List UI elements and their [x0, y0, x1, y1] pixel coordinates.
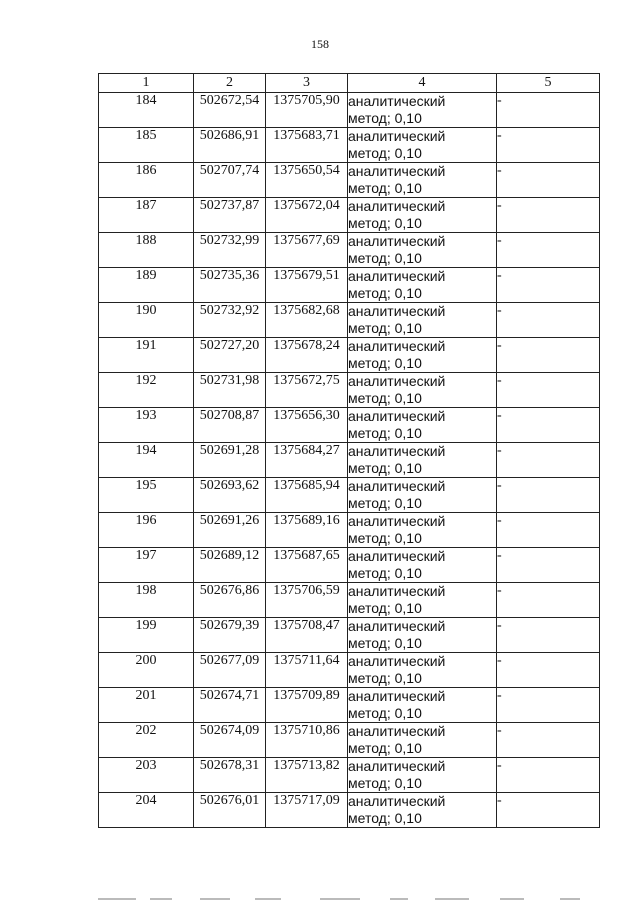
method-text: аналитический — [348, 373, 446, 389]
method-accuracy: метод; 0,10 — [348, 390, 422, 406]
table-row — [99, 408, 600, 443]
x-coordinate: 502676,86 — [194, 583, 266, 618]
y-coordinate: 1375672,04 — [266, 198, 348, 233]
point-number: 191 — [99, 338, 194, 373]
table-row — [99, 373, 600, 408]
y-coordinate: 1375678,24 — [266, 338, 348, 373]
method-accuracy: метод; 0,10 — [348, 565, 422, 581]
note-cell: - — [497, 478, 600, 513]
point-number: 202 — [99, 723, 194, 758]
note-cell: - — [497, 163, 600, 198]
point-number: 195 — [99, 478, 194, 513]
table-header-row — [99, 74, 600, 93]
method-cell — [348, 198, 497, 233]
table-row — [99, 443, 600, 478]
method-text: аналитический — [348, 408, 446, 424]
point-number: 196 — [99, 513, 194, 548]
method-text: аналитический — [348, 478, 446, 494]
point-number: 203 — [99, 758, 194, 793]
method-accuracy: метод; 0,10 — [348, 670, 422, 686]
table-row — [99, 618, 600, 653]
note-cell: - — [497, 513, 600, 548]
x-coordinate: 502727,20 — [194, 338, 266, 373]
method-accuracy: метод; 0,10 — [348, 600, 422, 616]
y-coordinate: 1375711,64 — [266, 653, 348, 688]
table-row — [99, 128, 600, 163]
x-coordinate: 502732,99 — [194, 233, 266, 268]
method-accuracy: метод; 0,10 — [348, 775, 422, 791]
point-number: 198 — [99, 583, 194, 618]
table-row — [99, 233, 600, 268]
y-coordinate: 1375713,82 — [266, 758, 348, 793]
table-row — [99, 338, 600, 373]
point-number: 188 — [99, 233, 194, 268]
y-coordinate: 1375709,89 — [266, 688, 348, 723]
table-row — [99, 793, 600, 828]
point-number: 200 — [99, 653, 194, 688]
column-header: 3 — [266, 74, 348, 93]
point-number: 199 — [99, 618, 194, 653]
method-text: аналитический — [348, 163, 446, 179]
note-cell: - — [497, 583, 600, 618]
note-cell: - — [497, 618, 600, 653]
table-row — [99, 548, 600, 583]
method-cell — [348, 688, 497, 723]
note-cell: - — [497, 338, 600, 373]
note-cell: - — [497, 653, 600, 688]
x-coordinate: 502689,12 — [194, 548, 266, 583]
method-text: аналитический — [348, 233, 446, 249]
method-cell — [348, 478, 497, 513]
method-accuracy: метод; 0,10 — [348, 425, 422, 441]
y-coordinate: 1375677,69 — [266, 233, 348, 268]
method-text: аналитический — [348, 338, 446, 354]
column-header: 1 — [99, 74, 194, 93]
x-coordinate: 502677,09 — [194, 653, 266, 688]
method-accuracy: метод; 0,10 — [348, 355, 422, 371]
y-coordinate: 1375708,47 — [266, 618, 348, 653]
x-coordinate: 502686,91 — [194, 128, 266, 163]
x-coordinate: 502693,62 — [194, 478, 266, 513]
point-number: 187 — [99, 198, 194, 233]
x-coordinate: 502708,87 — [194, 408, 266, 443]
method-accuracy: метод; 0,10 — [348, 215, 422, 231]
table-row — [99, 163, 600, 198]
method-cell — [348, 163, 497, 198]
method-text: аналитический — [348, 268, 446, 284]
y-coordinate: 1375679,51 — [266, 268, 348, 303]
note-cell: - — [497, 688, 600, 723]
x-coordinate: 502735,36 — [194, 268, 266, 303]
point-number: 204 — [99, 793, 194, 828]
y-coordinate: 1375682,68 — [266, 303, 348, 338]
page-number: 158 — [311, 37, 329, 51]
method-text: аналитический — [348, 583, 446, 599]
method-accuracy: метод; 0,10 — [348, 460, 422, 476]
method-text: аналитический — [348, 128, 446, 144]
method-cell — [348, 443, 497, 478]
method-text: аналитический — [348, 548, 446, 564]
table-body — [99, 93, 600, 828]
table-row — [99, 723, 600, 758]
method-accuracy: метод; 0,10 — [348, 705, 422, 721]
method-cell — [348, 233, 497, 268]
x-coordinate: 502691,28 — [194, 443, 266, 478]
method-text: аналитический — [348, 443, 446, 459]
table-row — [99, 268, 600, 303]
method-cell — [348, 618, 497, 653]
x-coordinate: 502732,92 — [194, 303, 266, 338]
table-row — [99, 478, 600, 513]
method-accuracy: метод; 0,10 — [348, 495, 422, 511]
method-accuracy: метод; 0,10 — [348, 530, 422, 546]
method-accuracy: метод; 0,10 — [348, 635, 422, 651]
note-cell: - — [497, 548, 600, 583]
note-cell: - — [497, 128, 600, 163]
cut-off-text-line — [90, 893, 590, 905]
y-coordinate: 1375672,75 — [266, 373, 348, 408]
point-number: 193 — [99, 408, 194, 443]
method-cell — [348, 513, 497, 548]
coordinates-table — [98, 73, 600, 828]
table-row — [99, 303, 600, 338]
method-cell — [348, 373, 497, 408]
table-row — [99, 653, 600, 688]
table-row — [99, 758, 600, 793]
note-cell: - — [497, 268, 600, 303]
point-number: 201 — [99, 688, 194, 723]
method-cell — [348, 723, 497, 758]
method-text: аналитический — [348, 513, 446, 529]
note-cell: - — [497, 303, 600, 338]
method-accuracy: метод; 0,10 — [348, 250, 422, 266]
point-number: 189 — [99, 268, 194, 303]
method-cell — [348, 583, 497, 618]
note-cell: - — [497, 723, 600, 758]
table-row — [99, 583, 600, 618]
method-accuracy: метод; 0,10 — [348, 110, 422, 126]
note-cell: - — [497, 408, 600, 443]
point-number: 186 — [99, 163, 194, 198]
y-coordinate: 1375656,30 — [266, 408, 348, 443]
method-accuracy: метод; 0,10 — [348, 285, 422, 301]
note-cell: - — [497, 93, 600, 128]
point-number: 192 — [99, 373, 194, 408]
point-number: 197 — [99, 548, 194, 583]
method-text: аналитический — [348, 688, 446, 704]
table-row — [99, 198, 600, 233]
column-header: 5 — [497, 74, 600, 93]
point-number: 184 — [99, 93, 194, 128]
method-accuracy: метод; 0,10 — [348, 740, 422, 756]
method-text: аналитический — [348, 93, 446, 109]
note-cell: - — [497, 758, 600, 793]
x-coordinate: 502691,26 — [194, 513, 266, 548]
x-coordinate: 502707,74 — [194, 163, 266, 198]
method-text: аналитический — [348, 793, 446, 809]
column-header: 2 — [194, 74, 266, 93]
point-number: 194 — [99, 443, 194, 478]
x-coordinate: 502674,71 — [194, 688, 266, 723]
method-text: аналитический — [348, 758, 446, 774]
method-text: аналитический — [348, 198, 446, 214]
table-row — [99, 93, 600, 128]
column-header: 4 — [348, 74, 497, 93]
x-coordinate: 502672,54 — [194, 93, 266, 128]
y-coordinate: 1375687,65 — [266, 548, 348, 583]
y-coordinate: 1375683,71 — [266, 128, 348, 163]
note-cell: - — [497, 443, 600, 478]
method-text: аналитический — [348, 723, 446, 739]
method-cell — [348, 793, 497, 828]
method-cell — [348, 128, 497, 163]
note-cell: - — [497, 233, 600, 268]
y-coordinate: 1375689,16 — [266, 513, 348, 548]
point-number: 185 — [99, 128, 194, 163]
table-row — [99, 688, 600, 723]
y-coordinate: 1375717,09 — [266, 793, 348, 828]
y-coordinate: 1375685,94 — [266, 478, 348, 513]
y-coordinate: 1375705,90 — [266, 93, 348, 128]
method-text: аналитический — [348, 303, 446, 319]
method-cell — [348, 653, 497, 688]
method-cell — [348, 758, 497, 793]
method-text: аналитический — [348, 618, 446, 634]
method-text: аналитический — [348, 653, 446, 669]
x-coordinate: 502674,09 — [194, 723, 266, 758]
y-coordinate: 1375706,59 — [266, 583, 348, 618]
note-cell: - — [497, 198, 600, 233]
note-cell: - — [497, 793, 600, 828]
method-accuracy: метод; 0,10 — [348, 180, 422, 196]
method-cell — [348, 338, 497, 373]
method-cell — [348, 408, 497, 443]
x-coordinate: 502679,39 — [194, 618, 266, 653]
table-row — [99, 513, 600, 548]
point-number: 190 — [99, 303, 194, 338]
method-accuracy: метод; 0,10 — [348, 145, 422, 161]
y-coordinate: 1375710,86 — [266, 723, 348, 758]
x-coordinate: 502731,98 — [194, 373, 266, 408]
y-coordinate: 1375650,54 — [266, 163, 348, 198]
method-accuracy: метод; 0,10 — [348, 810, 422, 826]
x-coordinate: 502678,31 — [194, 758, 266, 793]
method-cell — [348, 93, 497, 128]
method-cell — [348, 548, 497, 583]
note-cell: - — [497, 373, 600, 408]
x-coordinate: 502676,01 — [194, 793, 266, 828]
method-cell — [348, 303, 497, 338]
y-coordinate: 1375684,27 — [266, 443, 348, 478]
method-cell — [348, 268, 497, 303]
method-accuracy: метод; 0,10 — [348, 320, 422, 336]
x-coordinate: 502737,87 — [194, 198, 266, 233]
